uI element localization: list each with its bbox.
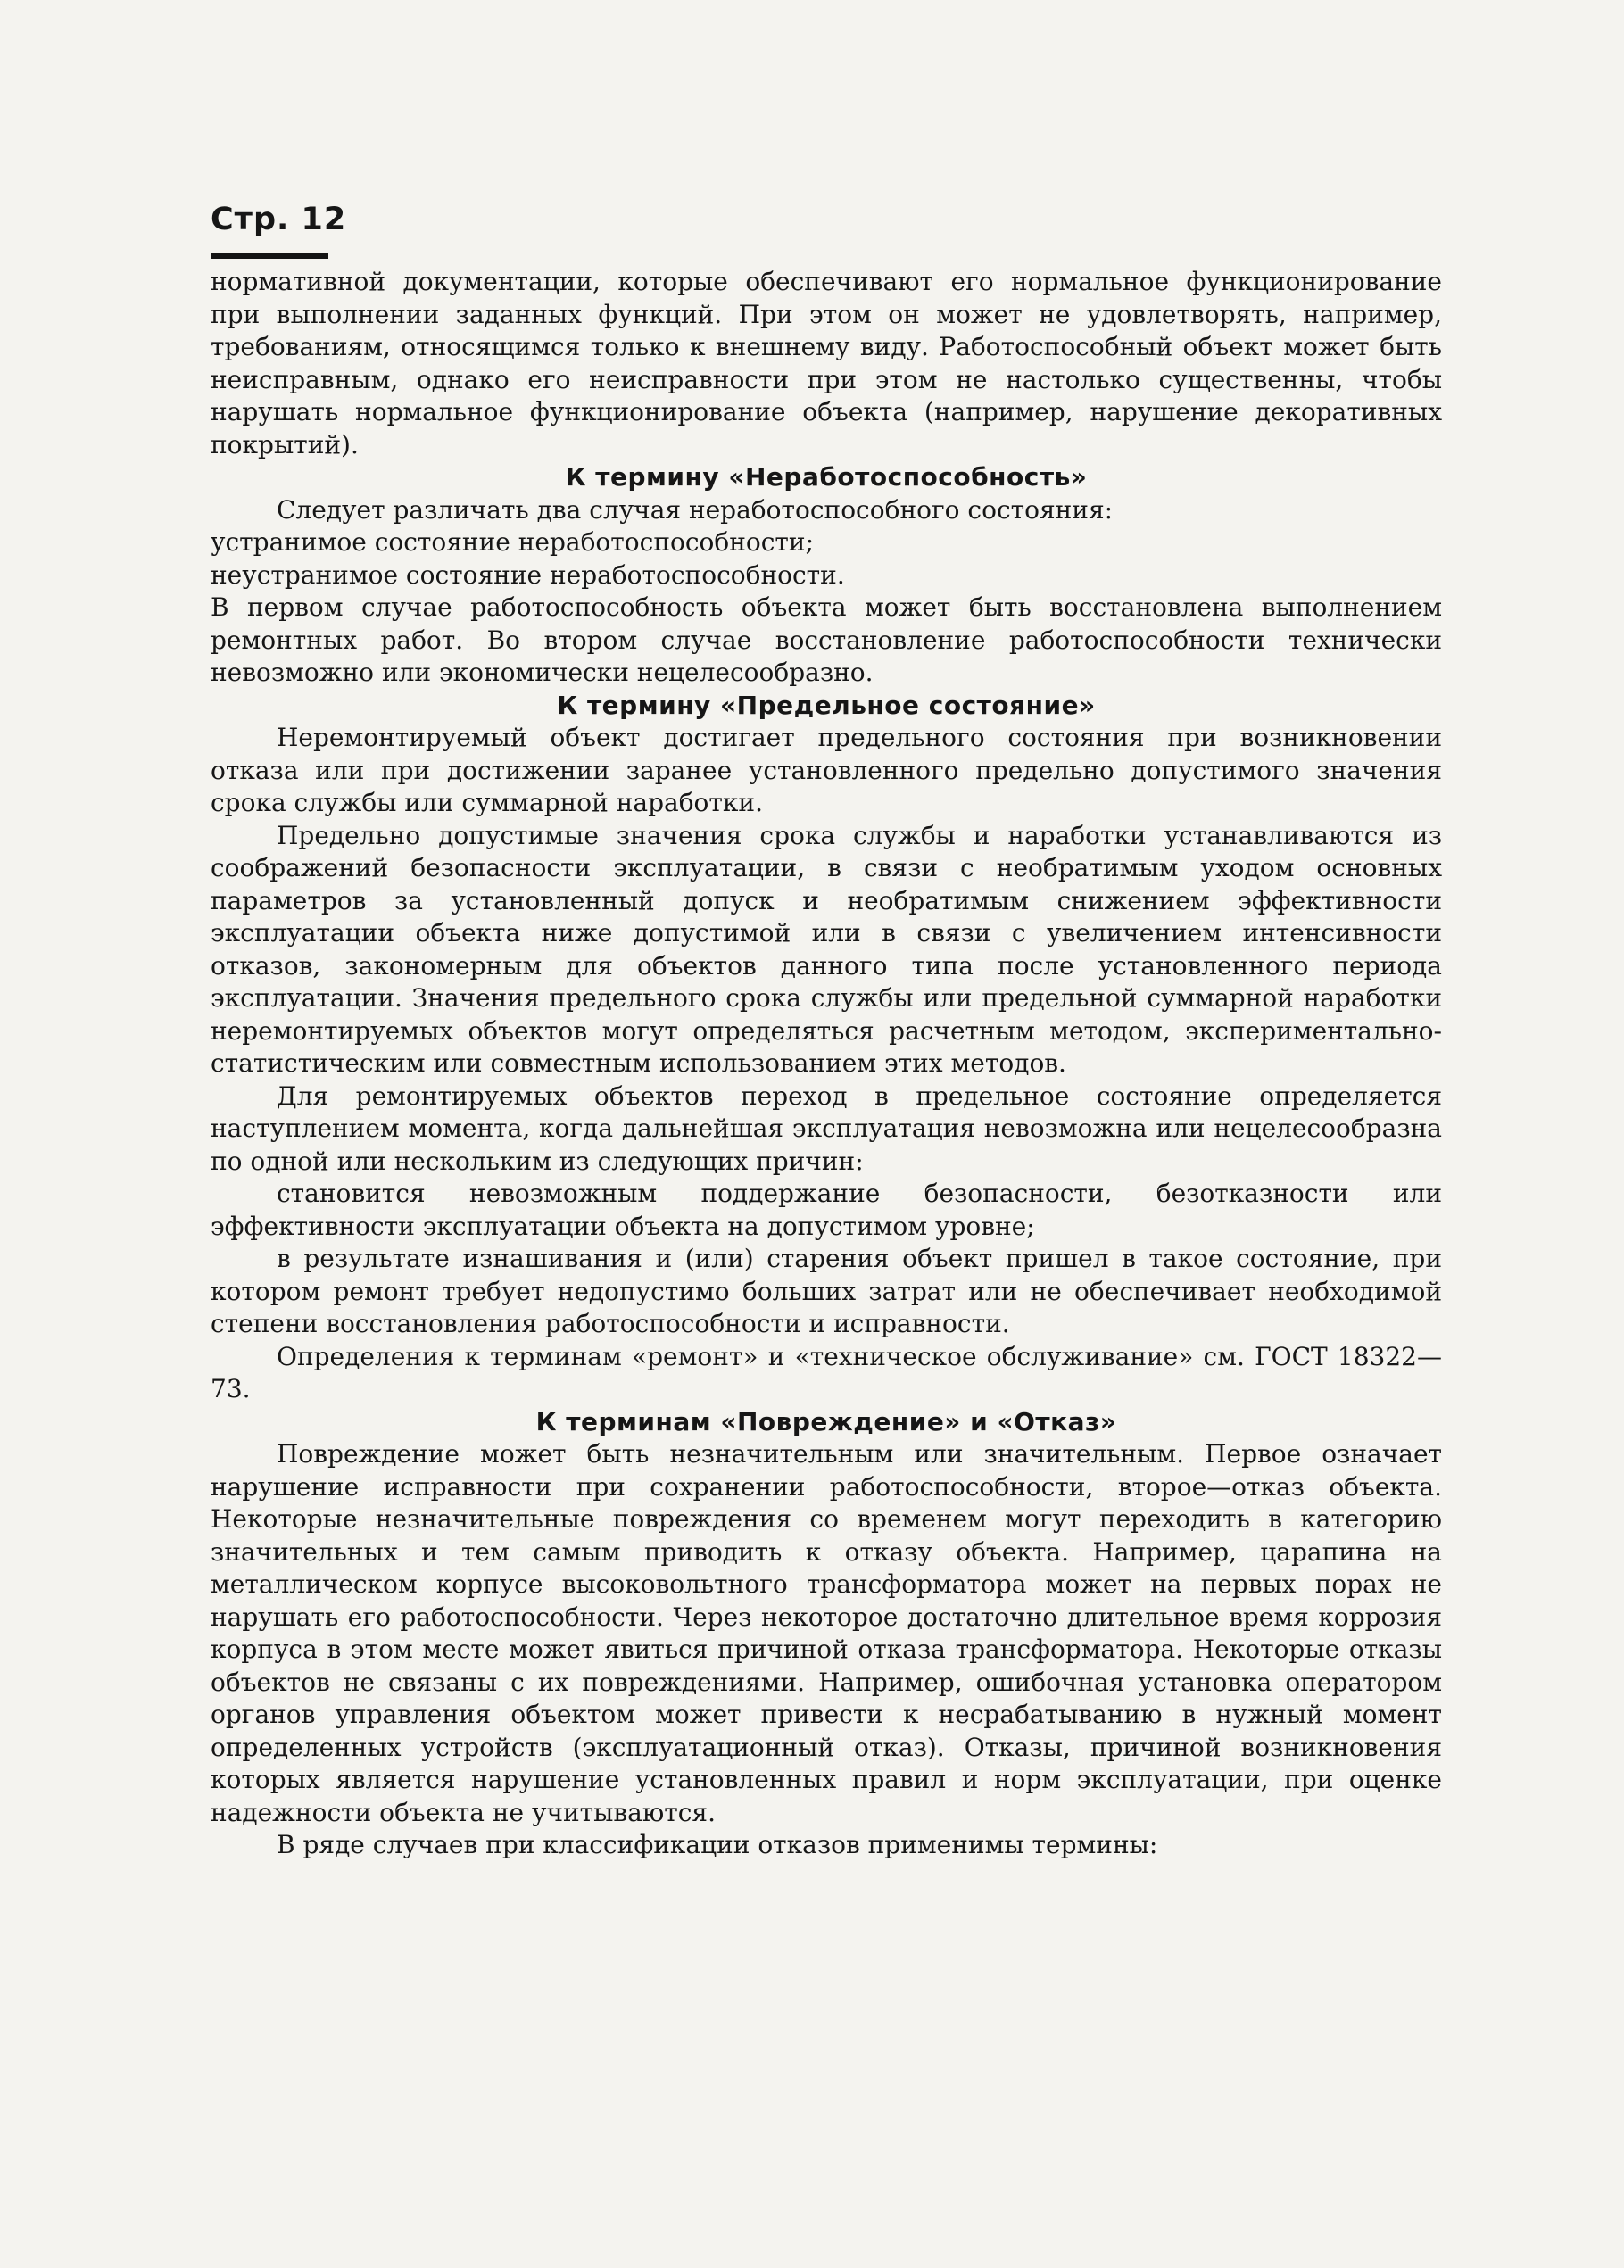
intro-paragraph: нормативной документации, которые обеспечивают его нормальное функционирование при выполнении заданных функций. При этом он может не удовлетворять, например, требованиям, относящимся только к внешнему виду. Работоспособный объект может быть неисправным, однако его неисправности при этом не настолько существенны, чтобы нарушать нормальное функционирование объекта (например, нарушение декоративных покрытий).: [211, 267, 1442, 459]
limit-state-paragraph-5: в результате изнашивания и (или) старения объект пришел в такое состояние, при котором ремонт требует недопустимо больших затрат или не обеспечивает необходимой степени восстановления работоспособности и исправности.: [211, 1244, 1442, 1338]
section-heading-limit-state: К термину «Предельное состояние»: [557, 690, 1096, 720]
damage-failure-paragraph-1: Повреждение может быть незначительным или значительным. Первое означает нарушение исправности при сохранении работоспособности, второе—отказ объекта. Некоторые незначительные повреждения со временем могут переходить в категорию значительных и тем самым приводить к отказу объекта. Например, царапина на металлическом корпусе высоковольтного трансформатора может на первых порах не нарушать его работоспособности. Через некоторое достаточно длительное время коррозия корпуса в этом месте может явиться причиной отказа трансформатора. Некоторые отказы объектов не связаны с их повреждениями. Например, ошибочная установка оператором органов управления объектом может привести к несрабатыванию в нужный момент определенных устройств (эксплуатационный отказ). Отказы, причиной возникновения которых является нарушение установленных правил и норм эксплуатации, при оценке надежности объекта не учитываются.: [211, 1439, 1442, 1827]
inoperability-paragraph: В первом случае работоспособность объекта может быть восстановлена выполнением ремонтных работ. Во втором случае восстановление работоспособности технически невозможно или экономически нецелесообразно.: [211, 592, 1442, 687]
page-number-rule: [211, 253, 328, 259]
section-heading-inoperability: К термину «Неработоспособность»: [565, 462, 1088, 492]
inoperability-item-nonremovable: неустранимое состояние неработоспособности.: [211, 559, 845, 590]
limit-state-paragraph-4: становится невозможным поддержание безопасности, безотказности или эффективности эксплуатации объекта на допустимом уровне;: [211, 1179, 1442, 1241]
section-heading-damage-failure: К терминам «Повреждение» и «Отказ»: [535, 1406, 1117, 1436]
page-number: Стр. 12: [211, 202, 347, 237]
limit-state-paragraph-6: Определения к терминам «ремонт» и «техническое обслуживание» см. ГОСТ 18322—73.: [211, 1341, 1442, 1403]
damage-failure-paragraph-2: В ряде случаев при классификации отказов применимы термины:: [277, 1830, 1158, 1859]
inoperability-item-removable: устранимое состояние неработоспособности;: [211, 527, 815, 557]
limit-state-paragraph-3: Для ремонтируемых объектов переход в предельное состояние определяется наступлением момента, когда дальнейшая эксплуатация невозможна или нецелесообразна по одной или нескольким из следующих причин:: [211, 1080, 1442, 1176]
page-body: [211, 266, 1442, 1862]
limit-state-paragraph-2: Предельно допустимые значения срока службы и наработки устанавливаются из соображений безопасности эксплуатации, в связи с необратимым уходом основных параметров за установленный допуск и необратимым снижением эффективности эксплуатации объекта ниже допустимой или в связи с увеличением интенсивности отказов, закономерным для объектов данного типа после установленного периода эксплуатации. Значения предельного срока службы или предельной суммарной наработки неремонтируемых объектов могут определяться расчетным методом, экспериментально-статистическим или совместным использованием этих методов.: [211, 820, 1442, 1078]
inoperability-list: [211, 494, 1442, 592]
inoperability-intro-line: Следует различать два случая неработоспособного состояния:: [277, 494, 1114, 525]
limit-state-paragraph-1: Неремонтируемый объект достигает предельного состояния при возникновении отказа или при достижении заранее установленного предельно допустимого значения срока службы или суммарной наработки.: [211, 723, 1442, 817]
